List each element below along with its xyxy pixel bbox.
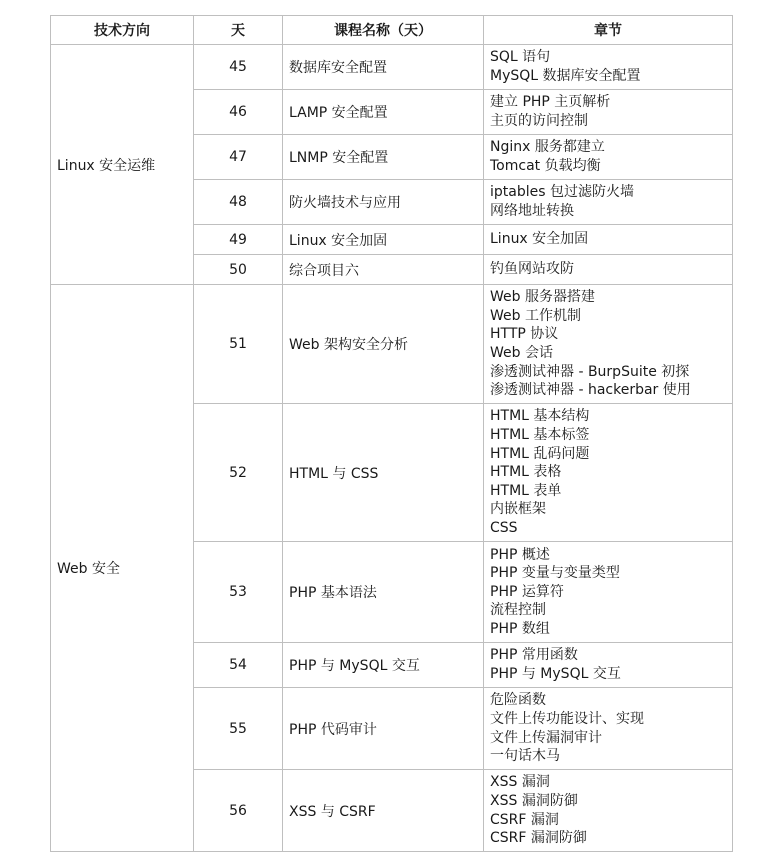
chapter-item: 危险函数 xyxy=(490,692,546,709)
day-cell: 56 xyxy=(194,770,283,852)
day-cell: 45 xyxy=(194,45,283,90)
chapters-cell xyxy=(484,90,733,135)
chapter-item: PHP 数组 xyxy=(490,620,550,637)
chapters-cell xyxy=(484,225,733,255)
day-cell: 47 xyxy=(194,135,283,180)
table-row xyxy=(51,45,733,90)
chapter-item: Nginx 服务都建立 xyxy=(490,139,605,156)
chapters-cell xyxy=(484,180,733,225)
chapter-item: PHP 常用函数 xyxy=(490,647,578,664)
day-cell: 53 xyxy=(194,542,283,643)
chapters-cell xyxy=(484,542,733,643)
chapter-item: HTML 表格 xyxy=(490,464,562,481)
course-cell: 综合项目六 xyxy=(283,255,484,285)
header-row xyxy=(51,16,733,45)
course-cell: Web 架构安全分析 xyxy=(283,285,484,404)
course-cell: 防火墙技术与应用 xyxy=(283,180,484,225)
chapter-item: XSS 漏洞防御 xyxy=(490,792,578,809)
chapter-item: SQL 语句 xyxy=(490,49,551,66)
table-header xyxy=(51,16,733,45)
chapter-item: PHP 与 MySQL 交互 xyxy=(490,666,621,682)
header-course: 课程名称（天） xyxy=(283,16,484,45)
table-row xyxy=(51,285,733,404)
header-chapters: 章节 xyxy=(484,16,733,45)
day-cell: 50 xyxy=(194,255,283,285)
chapter-item: MySQL 数据库安全配置 xyxy=(490,68,641,84)
chapter-item: XSS 漏洞 xyxy=(490,774,550,791)
table-body xyxy=(51,45,733,852)
day-cell: 55 xyxy=(194,688,283,770)
course-cell: LAMP 安全配置 xyxy=(283,90,484,135)
course-cell: LNMP 安全配置 xyxy=(283,135,484,180)
chapter-item: 内嵌框架 xyxy=(490,501,546,518)
course-cell: XSS 与 CSRF xyxy=(283,770,484,852)
chapter-item: 文件上传漏洞审计 xyxy=(490,729,602,746)
course-cell: 数据库安全配置 xyxy=(283,45,484,90)
chapter-item: 渗透测试神器 - BurpSuite 初探 xyxy=(490,363,690,380)
header-direction: 技术方向 xyxy=(51,16,194,45)
course-cell: PHP 基本语法 xyxy=(283,542,484,643)
chapter-item: PHP 变量与变量类型 xyxy=(490,565,620,582)
chapter-item: 渗透测试神器 - hackerbar 使用 xyxy=(490,382,691,399)
chapters-cell xyxy=(484,643,733,688)
chapter-item: 建立 PHP 主页解析 xyxy=(490,94,611,111)
chapter-item: HTTP 协议 xyxy=(490,326,559,343)
chapter-item: 一句话木马 xyxy=(490,748,560,765)
chapter-item: CSS xyxy=(490,519,518,536)
course-cell: Linux 安全加固 xyxy=(283,225,484,255)
chapter-item: HTML 基本标签 xyxy=(490,427,590,444)
chapter-item: Web 服务器搭建 xyxy=(490,289,595,306)
chapters-cell xyxy=(484,255,733,285)
course-cell: PHP 与 MySQL 交互 xyxy=(283,643,484,688)
day-cell: 51 xyxy=(194,285,283,404)
chapter-item: Web 工作机制 xyxy=(490,307,581,324)
chapter-item: CSRF 漏洞防御 xyxy=(490,830,587,847)
chapter-item: PHP 概述 xyxy=(490,546,550,563)
day-cell: 54 xyxy=(194,643,283,688)
chapter-item: CSRF 漏洞 xyxy=(490,811,559,828)
chapters-cell xyxy=(484,285,733,404)
day-cell: 46 xyxy=(194,90,283,135)
chapter-item: Tomcat 负载均衡 xyxy=(490,158,601,174)
direction-cell: Linux 安全运维 xyxy=(51,45,194,285)
course-cell: HTML 与 CSS xyxy=(283,404,484,542)
chapter-item: iptables 包过滤防火墙 xyxy=(490,184,634,201)
header-day: 天 xyxy=(194,16,283,45)
curriculum-table xyxy=(50,15,733,852)
chapter-item: 主页的访问控制 xyxy=(490,113,588,129)
day-cell: 48 xyxy=(194,180,283,225)
chapters-cell xyxy=(484,404,733,542)
day-cell: 52 xyxy=(194,404,283,542)
chapters-cell xyxy=(484,135,733,180)
chapter-item: HTML 表单 xyxy=(490,482,562,499)
course-cell: PHP 代码审计 xyxy=(283,688,484,770)
chapter-item: HTML 基本结构 xyxy=(490,408,590,425)
chapter-item: HTML 乱码问题 xyxy=(490,445,590,462)
chapter-item: Web 会话 xyxy=(490,345,553,361)
chapters-cell xyxy=(484,770,733,852)
chapters-cell xyxy=(484,45,733,90)
chapter-item: 网络地址转换 xyxy=(490,203,574,219)
chapter-item: 钓鱼网站攻防 xyxy=(490,261,574,278)
chapter-item: 文件上传功能设计、实现 xyxy=(490,710,644,727)
chapter-item: Linux 安全加固 xyxy=(490,231,589,248)
chapter-item: 流程控制 xyxy=(490,602,546,619)
chapters-cell xyxy=(484,688,733,770)
direction-cell: Web 安全 xyxy=(51,285,194,852)
chapter-item: PHP 运算符 xyxy=(490,583,564,600)
day-cell: 49 xyxy=(194,225,283,255)
